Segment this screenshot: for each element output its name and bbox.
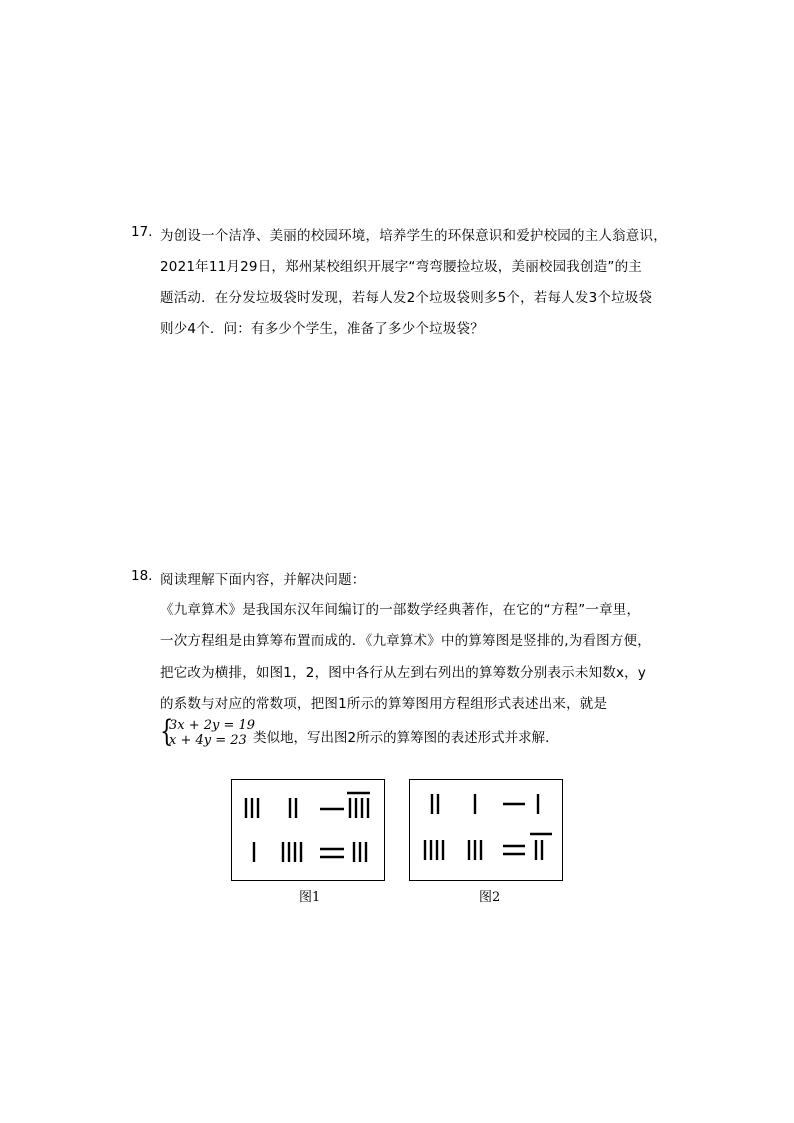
q17-line-4: 则少4个．问：有多少个学生，准备了多少个垃圾袋？ — [160, 321, 484, 337]
figure-1-caption: 图1 — [299, 890, 321, 905]
figure-2-rods — [410, 780, 562, 880]
q17-line-2: 2021年11月29日，郑州某校组织开展字“弯弯腰捡垃圾，美丽校园我创造”的主 — [160, 259, 642, 275]
counting-rod-figure-2 — [409, 779, 563, 881]
q18-line-4: 把它改为横排，如图1，2，图中各行从左到右列出的算筹数分别表示未知数x，y — [160, 665, 647, 681]
figure-1-rods — [232, 780, 384, 880]
q18-line-1: 阅读理解下面内容，并解决问题： — [160, 572, 366, 588]
system-equation-1: 3x + 2y = 19 — [169, 718, 256, 733]
q18-number: 18. — [131, 568, 153, 584]
system-equation-2: x + 4y = 23 — [169, 733, 247, 748]
equation-system — [160, 714, 559, 751]
q18-instruction: 类似地，写出图2所示的算筹图的表述形式并求解． — [253, 730, 559, 746]
q17-line-1: 为创设一个洁净、美丽的校园环境，培养学生的环保意识和爱护校园的主人翁意识， — [160, 228, 667, 244]
system-brace: { — [160, 714, 174, 749]
q17-number: 17. — [131, 224, 153, 240]
counting-rod-figure-1 — [231, 779, 385, 881]
q17-line-3: 题活动．在分发垃圾袋时发现，若每人发2个垃圾袋则多5个，若每人发3个垃圾袋 — [160, 290, 653, 306]
figure-2-caption: 图2 — [479, 890, 501, 905]
q18-line-3: 一次方程组是由算筹布置而成的．《九章算术》中的算筹图是竖排的,为看图方便， — [160, 633, 651, 649]
q18-line-5: 的系数与对应的常数项，把图1所示的算筹图用方程组形式表述出来，就是 — [160, 696, 608, 712]
q18-line-2: 《九章算术》是我国东汉年间编订的一部数学经典著作，在它的“方程”一章里， — [160, 602, 641, 618]
